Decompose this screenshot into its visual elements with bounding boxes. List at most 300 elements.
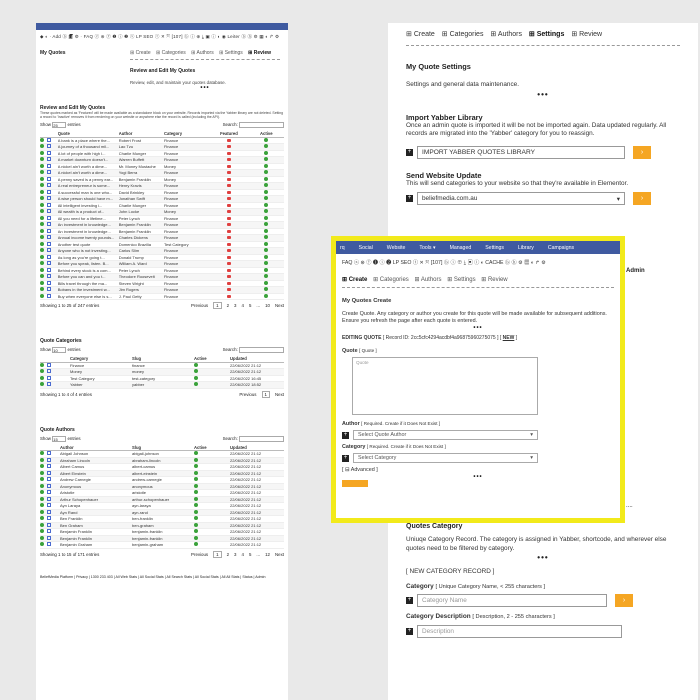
featured-toggle-icon[interactable] bbox=[227, 139, 231, 142]
categories-rows bbox=[40, 363, 284, 389]
edit-icon[interactable] bbox=[47, 157, 51, 161]
edit-icon[interactable] bbox=[47, 529, 51, 533]
active-toggle-icon[interactable] bbox=[264, 196, 268, 200]
tab-review[interactable]: ⊞ Review bbox=[248, 50, 271, 56]
entries-select[interactable]: 15 bbox=[52, 436, 66, 442]
edit-icon[interactable] bbox=[47, 484, 51, 488]
nav-item[interactable]: Social bbox=[358, 244, 373, 251]
send-go-button[interactable]: › bbox=[633, 192, 651, 205]
status-icon[interactable] bbox=[40, 382, 44, 386]
status-icon[interactable] bbox=[40, 497, 44, 501]
new-category-record[interactable]: [ NEW CATEGORY RECORD ] bbox=[406, 568, 495, 575]
plus-icon[interactable]: + bbox=[343, 454, 348, 461]
edit-icon[interactable] bbox=[47, 542, 51, 546]
cell: 22/06/2022 21:12 bbox=[230, 496, 262, 502]
status-icon[interactable] bbox=[40, 287, 44, 291]
import-row bbox=[406, 146, 680, 159]
featured-toggle-icon[interactable] bbox=[227, 230, 231, 233]
featured-toggle-icon[interactable] bbox=[227, 178, 231, 181]
status-icon[interactable] bbox=[40, 242, 44, 246]
cell: Charlie Munger bbox=[118, 202, 147, 208]
status-icon[interactable] bbox=[40, 144, 44, 148]
page-link[interactable]: ... bbox=[256, 303, 261, 308]
edit-icon[interactable] bbox=[47, 144, 51, 148]
featured-toggle-icon[interactable] bbox=[227, 158, 231, 161]
edit-icon[interactable] bbox=[47, 190, 51, 194]
page-link[interactable]: 2 bbox=[226, 303, 230, 308]
status-icon[interactable] bbox=[40, 542, 44, 546]
plus-icon[interactable]: + bbox=[407, 148, 412, 155]
edit-icon[interactable] bbox=[47, 464, 51, 468]
status-icon[interactable] bbox=[40, 510, 44, 514]
table-header: Category Slug Active Updated bbox=[40, 356, 284, 363]
cell: 22/06/2022 21:12 bbox=[230, 477, 262, 483]
cell: test-category bbox=[132, 375, 156, 381]
table-row[interactable] bbox=[40, 382, 284, 389]
status-icon[interactable] bbox=[40, 281, 44, 285]
edit-icon[interactable] bbox=[47, 248, 51, 252]
page-link[interactable]: 3 bbox=[234, 551, 237, 557]
status-icon[interactable] bbox=[40, 363, 44, 367]
edit-icon[interactable] bbox=[47, 369, 51, 373]
page-link[interactable]: 4 bbox=[241, 551, 244, 557]
active-toggle-icon[interactable] bbox=[264, 261, 268, 265]
cell: Peter Lynch bbox=[118, 267, 140, 273]
nav-item[interactable]: Managed bbox=[449, 244, 472, 251]
tab-authors[interactable]: ⊞ Authors bbox=[414, 277, 442, 283]
tab-categories[interactable]: ⊞ Categories bbox=[156, 50, 186, 56]
active-toggle-icon[interactable] bbox=[264, 242, 268, 246]
cell: 22/06/2022 21:12 bbox=[230, 535, 262, 541]
status-icon[interactable] bbox=[40, 164, 44, 168]
tab-create[interactable]: ⊞ Create bbox=[342, 277, 368, 283]
page-link[interactable]: Previous bbox=[239, 391, 257, 397]
category-go-button[interactable]: › bbox=[615, 594, 633, 607]
cell: 22/06/2022 21:12 bbox=[230, 483, 262, 489]
tab-authors[interactable]: ⊞ Authors bbox=[191, 50, 214, 56]
page-link[interactable]: Next bbox=[274, 551, 284, 557]
status-icon[interactable] bbox=[40, 190, 44, 194]
active-toggle-icon[interactable] bbox=[264, 203, 268, 207]
tab-review[interactable]: ⊞ Review bbox=[571, 31, 603, 38]
page-link[interactable]: 1 bbox=[213, 551, 221, 558]
active-toggle-icon[interactable] bbox=[264, 151, 268, 155]
active-toggle-icon[interactable] bbox=[264, 248, 268, 252]
authors-title: Quote Authors bbox=[40, 426, 75, 433]
cell: 22/06/2022 21:12 bbox=[230, 470, 262, 476]
status-icon[interactable] bbox=[40, 209, 44, 213]
cell: Carlos Slim bbox=[118, 248, 140, 254]
edit-icon[interactable] bbox=[47, 196, 51, 200]
status-icon[interactable] bbox=[40, 255, 44, 259]
active-toggle-icon[interactable] bbox=[264, 287, 268, 291]
entries-select[interactable]: 10 bbox=[52, 347, 66, 353]
featured-toggle-icon[interactable] bbox=[227, 165, 231, 168]
create-description: Create Quote. Any category or author you create for this quote will be made available for subsequent additions. Ensure you refresh the page after each quote is entered. bbox=[342, 311, 607, 324]
import-library-field[interactable]: IMPORT YABBER QUOTES LIBRARY bbox=[417, 146, 625, 159]
page-link[interactable]: 4 bbox=[241, 303, 244, 308]
active-toggle-icon[interactable] bbox=[264, 177, 268, 181]
active-toggle-icon[interactable] bbox=[194, 451, 198, 455]
page-link[interactable]: 3 bbox=[234, 303, 237, 308]
cell: Yogi Berra bbox=[118, 170, 138, 176]
edit-icon[interactable] bbox=[47, 503, 51, 507]
active-toggle-icon[interactable] bbox=[264, 229, 268, 233]
status-icon[interactable] bbox=[40, 294, 44, 298]
featured-toggle-icon[interactable] bbox=[227, 184, 231, 187]
category-description-input[interactable]: Description bbox=[417, 625, 622, 638]
page-link[interactable]: 5 bbox=[248, 551, 252, 557]
cell: A market downturn doesn't... bbox=[57, 157, 109, 163]
featured-toggle-icon[interactable] bbox=[227, 197, 231, 200]
edit-icon[interactable] bbox=[47, 138, 51, 142]
import-go-button[interactable]: › bbox=[633, 146, 651, 159]
status-icon[interactable] bbox=[40, 151, 44, 155]
tab-review[interactable]: ⊞ Review bbox=[481, 277, 508, 283]
status-icon[interactable] bbox=[40, 376, 44, 380]
submit-button[interactable] bbox=[342, 480, 368, 487]
active-toggle-icon[interactable] bbox=[264, 138, 268, 142]
tab-create[interactable]: ⊞ Create bbox=[406, 31, 435, 38]
status-icon[interactable] bbox=[40, 248, 44, 252]
cell: Finance bbox=[163, 261, 179, 267]
edit-icon[interactable] bbox=[47, 536, 51, 540]
authors-rows bbox=[40, 451, 284, 549]
cell: abraham-lincoln bbox=[132, 457, 161, 463]
edit-icon[interactable] bbox=[47, 458, 51, 462]
cell: Henry Kravis bbox=[118, 183, 142, 189]
active-toggle-icon[interactable] bbox=[194, 363, 198, 367]
nav-item[interactable]: Library bbox=[517, 244, 534, 251]
status-icon[interactable] bbox=[40, 471, 44, 475]
cell: A successful man is one who... bbox=[57, 189, 113, 195]
tab-authors[interactable]: ⊞ Authors bbox=[490, 31, 522, 38]
page-link[interactable]: 1 bbox=[262, 391, 270, 398]
tab-settings[interactable]: ⊞ Settings bbox=[528, 31, 565, 38]
table-controls: Show 25 entries Search: bbox=[40, 122, 284, 128]
active-toggle-icon[interactable] bbox=[194, 382, 198, 386]
featured-toggle-icon[interactable] bbox=[227, 243, 231, 246]
status-icon[interactable] bbox=[40, 516, 44, 520]
active-toggle-icon[interactable] bbox=[264, 164, 268, 168]
cell: Finance bbox=[163, 202, 179, 208]
featured-toggle-icon[interactable] bbox=[227, 275, 231, 278]
active-toggle-icon[interactable] bbox=[194, 471, 198, 475]
status-icon[interactable] bbox=[40, 451, 44, 455]
edit-icon[interactable] bbox=[47, 261, 51, 265]
new-link[interactable]: NEW bbox=[502, 335, 515, 341]
cell: 22/06/2022 21:12 bbox=[230, 516, 262, 522]
nav-item[interactable]: Campaigns bbox=[547, 244, 575, 251]
featured-toggle-icon[interactable] bbox=[227, 282, 231, 285]
active-toggle-icon[interactable] bbox=[194, 516, 198, 520]
import-title: Import Yabber Library bbox=[406, 112, 483, 122]
search-input[interactable] bbox=[239, 122, 284, 128]
cell: Peter Lynch bbox=[118, 215, 140, 221]
edit-icon[interactable] bbox=[47, 164, 51, 168]
category-name-input[interactable]: Category Name bbox=[417, 594, 607, 607]
cell: Finance bbox=[163, 189, 179, 195]
edit-icon[interactable] bbox=[47, 497, 51, 501]
author-select[interactable]: Select Quote Author ▾ bbox=[353, 430, 538, 440]
featured-toggle-icon[interactable] bbox=[227, 191, 231, 194]
status-icon[interactable] bbox=[40, 203, 44, 207]
status-icon[interactable] bbox=[40, 138, 44, 142]
status-icon[interactable] bbox=[40, 529, 44, 533]
active-toggle-icon[interactable] bbox=[194, 536, 198, 540]
cell: money bbox=[132, 369, 145, 375]
active-toggle-icon[interactable] bbox=[264, 294, 268, 298]
page-link[interactable]: ... bbox=[256, 551, 261, 557]
cell: A real entrepreneur is some... bbox=[57, 183, 111, 189]
edit-icon[interactable] bbox=[47, 203, 51, 207]
status-icon[interactable] bbox=[40, 458, 44, 462]
status-icon[interactable] bbox=[40, 536, 44, 540]
cell: yabber bbox=[132, 382, 145, 388]
settings-title: My Quote Settings bbox=[406, 62, 471, 71]
edit-icon[interactable] bbox=[47, 183, 51, 187]
active-toggle-icon[interactable] bbox=[264, 255, 268, 259]
active-toggle-icon[interactable] bbox=[264, 190, 268, 194]
entries-select[interactable]: 25 bbox=[52, 122, 66, 128]
active-toggle-icon[interactable] bbox=[194, 529, 198, 533]
tab-categories[interactable]: ⊞ Categories bbox=[373, 277, 409, 283]
active-toggle-icon[interactable] bbox=[264, 222, 268, 226]
edit-icon[interactable] bbox=[47, 268, 51, 272]
toolbar[interactable]: FAQ ⓩ ⊛ ⓨ ❶ ⓘ ❷ LP SEO ⓣ ✕ ⤧ [107] ⓑ ⓘ ⊕ ⤓ ▣ ⓘ ◐ CACHE ⓑ ⓗ ⚙ ▦ ◐ ↱ ⚙ bbox=[342, 260, 546, 266]
status-icon[interactable] bbox=[40, 170, 44, 174]
cell: Bobans in the investment w... bbox=[57, 287, 110, 293]
status-icon[interactable] bbox=[40, 490, 44, 494]
cell: All you need for a lifetime... bbox=[57, 215, 106, 221]
edit-icon[interactable] bbox=[47, 451, 51, 455]
settings-subtitle: Settings and general data maintenance. bbox=[406, 81, 519, 88]
edit-icon[interactable] bbox=[47, 229, 51, 233]
plus-icon[interactable]: + bbox=[343, 431, 348, 438]
status-icon[interactable] bbox=[40, 268, 44, 272]
active-toggle-icon[interactable] bbox=[194, 484, 198, 488]
cell: Benjamin Franklin bbox=[118, 176, 151, 182]
review-title: Review and Edit My Quotes bbox=[130, 68, 196, 74]
edit-icon[interactable] bbox=[47, 216, 51, 220]
edit-icon[interactable] bbox=[47, 274, 51, 278]
cell: 22/06/2022 21:12 bbox=[230, 362, 262, 368]
tab-categories[interactable]: ⊞ Categories bbox=[441, 31, 484, 38]
website-select[interactable]: beliefmedia.com.au ▾ bbox=[417, 192, 625, 205]
cell: benjamin-graham bbox=[132, 542, 164, 548]
edit-icon[interactable] bbox=[47, 281, 51, 285]
featured-toggle-icon[interactable] bbox=[227, 249, 231, 252]
active-toggle-icon[interactable] bbox=[264, 216, 268, 220]
featured-toggle-icon[interactable] bbox=[227, 145, 231, 148]
edit-icon[interactable] bbox=[47, 490, 51, 494]
cell: Anonymous bbox=[60, 483, 82, 489]
tab-settings[interactable]: ⊞ Settings bbox=[447, 277, 476, 283]
separator-dots: ••• bbox=[200, 85, 210, 91]
cell: All wealth is a product of... bbox=[57, 209, 105, 215]
page-link[interactable]: Next bbox=[274, 391, 284, 397]
page-link[interactable]: 10 bbox=[265, 303, 270, 308]
cell: Arthur Schopenhauer bbox=[60, 496, 99, 502]
author-row bbox=[342, 430, 614, 440]
active-toggle-icon[interactable] bbox=[194, 464, 198, 468]
send-update-row bbox=[406, 192, 680, 205]
active-toggle-icon[interactable] bbox=[194, 542, 198, 546]
active-toggle-icon[interactable] bbox=[194, 458, 198, 462]
page-link[interactable]: 5 bbox=[248, 303, 252, 308]
quotes-table-desc: These quotes marked as 'Featured' will be made available as a standalone block on your website. Records imported via the Yabber library are not deleted. Setting a record to 'Inactive' removes it from rendering on your website or anywhere else the record is called (including the API). bbox=[40, 111, 283, 119]
nav-item[interactable]: rq bbox=[340, 244, 345, 251]
status-icon[interactable] bbox=[40, 503, 44, 507]
status-icon[interactable] bbox=[40, 484, 44, 488]
create-quote-popup: rq Social Website Tools ▾ Managed Settings Library Campaigns FAQ ⓩ ⊛ ⓨ ❶ ⓘ ❷ LP SEO ⓣ ✕ ⤧ [107] ⓑ ⓘ ⊕ ⤓ ▣ ⓘ ◐ CACHE ⓑ ⓗ ⚙ ▦ ◐ ↱ ⚙ ⊞ Create ⊞ Categories ⊞ Authors ⊞ Settings ⊞ Review My Quotes Create Create Quote. Any category or author you create for this quote will be made available for subsequent additions. Ensure you refresh the page after each quote is entered. ••• EDITING QUOTE [ Record ID: 2cc5cfc4294acdbf4a96875960275075 ] [ NEW ] Quote [ Quote ] Quote Author [ Required. Create if it Does Not Exist ] + Select Quote Author ▾ Category [ Required. Create if it Does Not Exist ] + Select Category ▾ [ ⊟ Advanced ] ••• bbox=[331, 236, 625, 523]
active-toggle-icon[interactable] bbox=[264, 170, 268, 174]
active-toggle-icon[interactable] bbox=[264, 268, 268, 272]
featured-toggle-icon[interactable] bbox=[227, 152, 231, 155]
status-icon[interactable] bbox=[40, 183, 44, 187]
category-row bbox=[342, 453, 614, 463]
status-icon[interactable] bbox=[40, 157, 44, 161]
active-toggle-icon[interactable] bbox=[194, 497, 198, 501]
edit-icon[interactable] bbox=[47, 477, 51, 481]
featured-toggle-icon[interactable] bbox=[227, 171, 231, 174]
page-link[interactable]: 1 bbox=[213, 302, 221, 309]
active-toggle-icon[interactable] bbox=[264, 157, 268, 161]
page-link[interactable]: Previous bbox=[191, 303, 209, 308]
edit-icon[interactable] bbox=[47, 177, 51, 181]
tab-settings[interactable]: ⊞ Settings bbox=[219, 50, 243, 56]
featured-toggle-icon[interactable] bbox=[227, 295, 231, 298]
active-toggle-icon[interactable] bbox=[194, 503, 198, 507]
active-toggle-icon[interactable] bbox=[264, 183, 268, 187]
edit-icon[interactable] bbox=[47, 255, 51, 259]
cell: Finance bbox=[163, 150, 179, 156]
edit-icon[interactable] bbox=[47, 471, 51, 475]
edit-icon[interactable] bbox=[47, 510, 51, 514]
active-toggle-icon[interactable] bbox=[264, 235, 268, 239]
cell: Finance bbox=[163, 196, 179, 202]
send-update-description: This will send categories to your website so that they're available in Elementor. bbox=[406, 179, 629, 187]
status-icon[interactable] bbox=[40, 222, 44, 226]
status-icon[interactable] bbox=[40, 235, 44, 239]
featured-toggle-icon[interactable] bbox=[227, 204, 231, 207]
table-row[interactable] bbox=[40, 542, 284, 549]
page-link[interactable]: 2 bbox=[226, 551, 230, 557]
featured-toggle-icon[interactable] bbox=[227, 262, 231, 265]
cell: Ayn Laraya bbox=[60, 503, 81, 509]
status-icon[interactable] bbox=[40, 229, 44, 233]
edit-icon[interactable] bbox=[47, 382, 51, 386]
edit-icon[interactable] bbox=[47, 294, 51, 298]
category-select[interactable]: Select Category ▾ bbox=[353, 453, 538, 463]
table-controls: Show 15 entries Search: bbox=[40, 436, 284, 442]
cell: benjamin-franklin bbox=[132, 529, 163, 535]
cell: 22/06/2022 18:52 bbox=[230, 382, 262, 388]
cell: Jim Rogers bbox=[118, 287, 139, 293]
search-input[interactable] bbox=[239, 347, 284, 353]
featured-toggle-icon[interactable] bbox=[227, 223, 231, 226]
status-icon[interactable] bbox=[40, 216, 44, 220]
edit-icon[interactable] bbox=[47, 235, 51, 239]
nav-item[interactable]: Settings bbox=[485, 244, 504, 251]
status-icon[interactable] bbox=[40, 477, 44, 481]
active-toggle-icon[interactable] bbox=[264, 209, 268, 213]
status-icon[interactable] bbox=[40, 196, 44, 200]
featured-toggle-icon[interactable] bbox=[227, 269, 231, 272]
advanced-toggle[interactable]: [ ⊟ Advanced ] bbox=[342, 467, 378, 473]
tab-create[interactable]: ⊞ Create bbox=[130, 50, 151, 56]
cell: Test Category bbox=[163, 241, 189, 247]
status-icon[interactable] bbox=[40, 177, 44, 181]
nav-item[interactable]: Website bbox=[386, 244, 406, 251]
edit-icon[interactable] bbox=[47, 151, 51, 155]
cell: benjamin-franklin bbox=[132, 535, 163, 541]
page-link[interactable]: 12 bbox=[265, 551, 270, 557]
cell: Mr. Money Mustache bbox=[118, 163, 156, 169]
featured-toggle-icon[interactable] bbox=[227, 217, 231, 220]
edit-icon[interactable] bbox=[47, 242, 51, 246]
nav-item[interactable]: Tools ▾ bbox=[419, 244, 436, 251]
page-header bbox=[36, 44, 288, 56]
active-toggle-icon[interactable] bbox=[194, 523, 198, 527]
edit-icon[interactable] bbox=[47, 209, 51, 213]
search-input[interactable] bbox=[239, 436, 284, 442]
featured-toggle-icon[interactable] bbox=[227, 256, 231, 259]
status-icon[interactable] bbox=[40, 369, 44, 373]
featured-toggle-icon[interactable] bbox=[227, 288, 231, 291]
cell: Ben Graham bbox=[60, 522, 83, 528]
edit-icon[interactable] bbox=[47, 363, 51, 367]
footer: BeliefMedia Platform | Privacy | 1300 233 403 | All Web Stats | All Social Stats | All Search Stats | All Social Stats | All All Stats | Status | Admin bbox=[40, 574, 266, 579]
page-link[interactable]: Next bbox=[274, 303, 284, 308]
cell: Abraham Lincoln bbox=[60, 457, 91, 463]
cell: Finance bbox=[70, 362, 85, 368]
active-toggle-icon[interactable] bbox=[264, 144, 268, 148]
status-icon[interactable] bbox=[40, 274, 44, 278]
chevron-down-icon: ▾ bbox=[616, 196, 620, 203]
toolbar[interactable]: ◆ ◐ · Add ⓑ 🗐 ⚙ · FAQ ⓩ ⊛ ⓨ ❶ ⓘ ❷ ⓢ LP SEO ⓣ ✕ ⤧ [107] ⓑ ⓘ ⊕ ⤓ ▣ ⓘ ◐ ◉ Leiter ⓑ ⓗ ⚙ ▦ ◐ ↱ ⚙ bbox=[40, 34, 280, 39]
status-icon[interactable] bbox=[40, 261, 44, 265]
edit-icon[interactable] bbox=[47, 523, 51, 527]
active-toggle-icon[interactable] bbox=[264, 274, 268, 278]
active-toggle-icon[interactable] bbox=[194, 376, 198, 380]
plus-icon[interactable]: + bbox=[407, 597, 412, 603]
edit-icon[interactable] bbox=[47, 287, 51, 291]
edit-icon[interactable] bbox=[47, 516, 51, 520]
plus-icon[interactable]: + bbox=[407, 195, 412, 201]
status-icon[interactable] bbox=[40, 464, 44, 468]
plus-icon[interactable]: + bbox=[407, 627, 412, 634]
edit-icon[interactable] bbox=[47, 170, 51, 174]
active-toggle-icon[interactable] bbox=[194, 477, 198, 481]
edit-icon[interactable] bbox=[47, 222, 51, 226]
featured-toggle-icon[interactable] bbox=[227, 236, 231, 239]
edit-icon[interactable] bbox=[47, 376, 51, 380]
status-icon[interactable] bbox=[40, 523, 44, 527]
cell: Before you speak, listen. B... bbox=[57, 261, 109, 267]
cell: Annual income twenty pounds... bbox=[57, 235, 115, 241]
active-toggle-icon[interactable] bbox=[194, 510, 198, 514]
active-toggle-icon[interactable] bbox=[194, 369, 198, 373]
tabs bbox=[130, 50, 275, 56]
cell: As long as you're going t... bbox=[57, 254, 105, 260]
page-link[interactable]: Previous bbox=[191, 551, 209, 557]
active-toggle-icon[interactable] bbox=[194, 490, 198, 494]
featured-toggle-icon[interactable] bbox=[227, 210, 231, 213]
quote-textarea[interactable]: Quote bbox=[352, 357, 538, 415]
table-row[interactable] bbox=[40, 294, 284, 301]
active-toggle-icon[interactable] bbox=[264, 281, 268, 285]
